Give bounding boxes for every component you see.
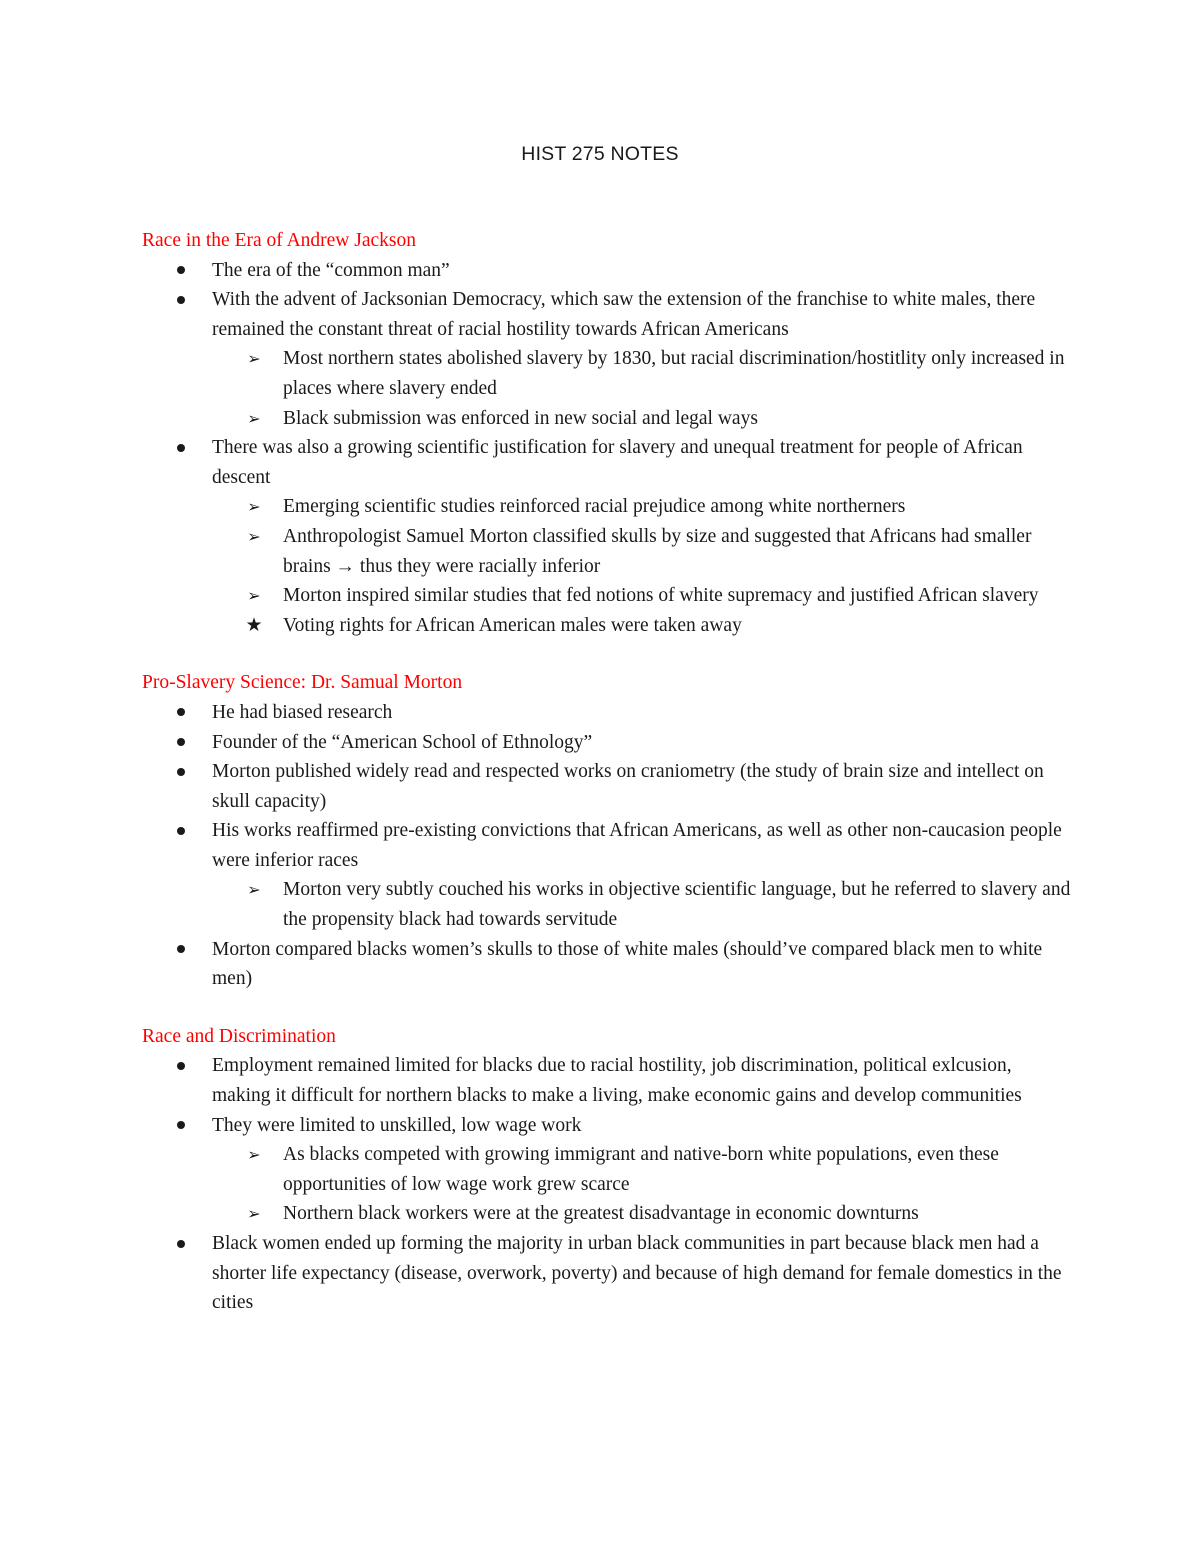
list-item-text: Voting rights for African American males were taken away bbox=[283, 614, 742, 636]
sub-list-item bbox=[142, 611, 1072, 641]
bullet-list bbox=[142, 256, 1072, 641]
bullet-icon bbox=[174, 285, 188, 315]
bullet-icon bbox=[174, 728, 188, 758]
bullet-icon bbox=[174, 1111, 188, 1141]
bullet-icon bbox=[174, 1051, 188, 1081]
bullet-icon bbox=[174, 256, 188, 286]
list-item-text: His works reaffirmed pre-existing convictions that African Americans, as well as other non-caucasion people were inferior races bbox=[212, 820, 1062, 871]
list-item-text: Anthropologist Samuel Morton classified skulls by size and suggested that Africans had smaller brains → thus they were racially inferior bbox=[283, 525, 1032, 577]
list-item bbox=[142, 935, 1072, 994]
arrowhead-bullet-icon: ➢ bbox=[247, 1204, 261, 1224]
list-item-text: Morton very subtly couched his works in objective scientific language, but he referred to slavery and the propensity black had towards servitude bbox=[283, 879, 1071, 931]
list-item bbox=[142, 728, 1072, 758]
list-item bbox=[142, 698, 1072, 728]
section-race-jackson-era bbox=[142, 226, 1072, 640]
list-item-text: As blacks competed with growing immigrant and native-born white populations, even these opportunities of low wage work grew scarce bbox=[283, 1144, 999, 1195]
list-item bbox=[142, 757, 1072, 816]
list-item-text: With the advent of Jacksonian Democracy, which saw the extension of the franchise to white males, there remained the constant threat of racial hostility towards African Americans bbox=[212, 289, 1036, 340]
bullet-icon bbox=[174, 816, 188, 846]
list-item-text: The era of the “common man” bbox=[212, 259, 450, 281]
section-heading: Pro-Slavery Science: Dr. Samual Morton bbox=[142, 672, 463, 694]
list-item bbox=[142, 256, 1072, 286]
list-item bbox=[142, 1051, 1072, 1110]
list-item-text: Emerging scientific studies reinforced racial prejudice among white northerners bbox=[283, 496, 906, 518]
list-item-text: He had biased research bbox=[212, 701, 393, 723]
list-item-text: Black submission was enforced in new social and legal ways bbox=[283, 407, 758, 429]
star-bullet-icon: ★ bbox=[245, 613, 263, 636]
list-item-text: Northern black workers were at the greatest disadvantage in economic downturns bbox=[283, 1203, 919, 1225]
list-item-text: Morton compared blacks women’s skulls to those of white males (should’ve compared black men to white men) bbox=[212, 938, 1043, 990]
document-body bbox=[142, 226, 1072, 1318]
sub-list-item bbox=[142, 344, 1072, 403]
bullet-icon bbox=[174, 698, 188, 728]
list-item bbox=[142, 285, 1072, 344]
list-item-text: Founder of the “American School of Ethnology” bbox=[212, 731, 593, 753]
list-item bbox=[142, 433, 1072, 492]
list-item-text: Employment remained limited for blacks due to racial hostility, job discrimination, political exlcusion, making it difficult for northern blacks to make a living, make economic gains and develop communities bbox=[212, 1055, 1022, 1107]
sub-list-item bbox=[142, 492, 1072, 522]
list-item-text: They were limited to unskilled, low wage work bbox=[212, 1114, 582, 1136]
arrowhead-bullet-icon: ➢ bbox=[247, 1145, 261, 1165]
section-pro-slavery-science bbox=[142, 668, 1072, 994]
list-item-text: Morton inspired similar studies that fed notions of white supremacy and justified African slavery bbox=[283, 585, 1039, 607]
list-item bbox=[142, 1229, 1072, 1318]
bullet-icon bbox=[174, 433, 188, 463]
list-item-text: Morton published widely read and respected works on craniometry (the study of brain size and intellect on skull capacity) bbox=[212, 761, 1044, 812]
arrowhead-bullet-icon: ➢ bbox=[247, 526, 261, 546]
sub-list-item bbox=[142, 404, 1072, 434]
sub-list-item bbox=[142, 581, 1072, 611]
arrowhead-bullet-icon: ➢ bbox=[247, 586, 261, 606]
arrowhead-bullet-icon: ➢ bbox=[247, 408, 261, 428]
list-item bbox=[142, 1111, 1072, 1141]
list-item-text: Black women ended up forming the majority in urban black communities in part because black men had a shorter life expectancy (disease, overwork, poverty) and because of high demand for female domestics in the cities bbox=[212, 1233, 1062, 1314]
section-race-and-discrimination bbox=[142, 1022, 1072, 1318]
sub-list-item bbox=[142, 1140, 1072, 1199]
arrowhead-bullet-icon: ➢ bbox=[247, 880, 261, 900]
bullet-icon bbox=[174, 1229, 188, 1259]
sub-list-item bbox=[142, 522, 1072, 581]
bullet-icon bbox=[174, 757, 188, 787]
section-heading: Race and Discrimination bbox=[142, 1025, 336, 1047]
bullet-list bbox=[142, 698, 1072, 994]
sub-list-item bbox=[142, 875, 1072, 934]
arrowhead-bullet-icon: ➢ bbox=[247, 497, 261, 517]
bullet-icon bbox=[174, 935, 188, 965]
bullet-list bbox=[142, 1051, 1072, 1317]
section-heading: Race in the Era of Andrew Jackson bbox=[142, 230, 416, 251]
list-item-text: There was also a growing scientific justification for slavery and unequal treatment for people of African descent bbox=[212, 437, 1023, 488]
sub-list-item bbox=[142, 1199, 1072, 1229]
list-item-text: Most northern states abolished slavery by 1830, but racial discrimination/hostitlity only increased in places where slavery ended bbox=[283, 348, 1065, 399]
document-title: HIST 275 NOTES bbox=[521, 143, 679, 165]
list-item bbox=[142, 816, 1072, 875]
arrowhead-bullet-icon: ➢ bbox=[247, 349, 261, 369]
